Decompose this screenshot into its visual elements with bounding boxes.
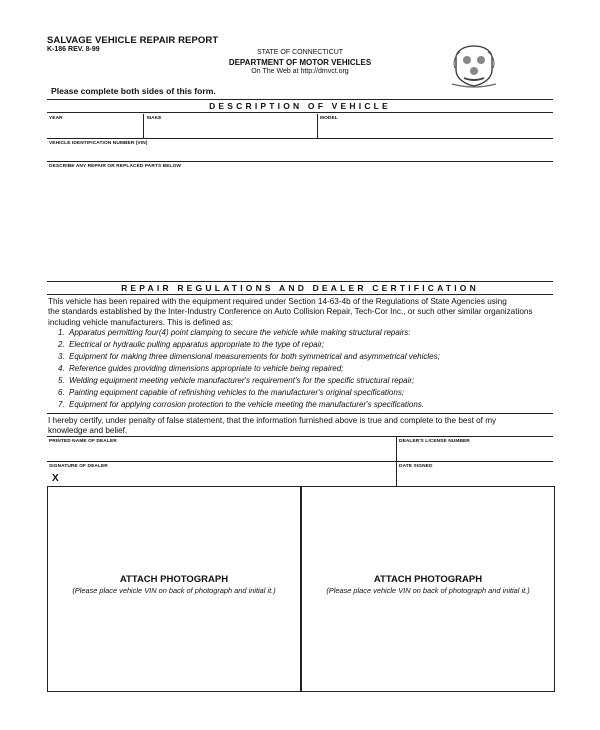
item-text: Painting equipment capable of refinishing vehicles to the manufacturer's original specifications; (69, 388, 405, 397)
regulations-intro (48, 297, 558, 328)
instruction-text: Please complete both sides of this form. (51, 86, 216, 96)
item-text: Reference guides providing dimensions appropriate to vehicle being repaired; (69, 364, 344, 373)
certification-section-title: REPAIR REGULATIONS AND DEALER CERTIFICATION (47, 281, 553, 295)
repair-parts-field[interactable] (49, 171, 549, 279)
item-number: 5. (58, 376, 65, 385)
certify-statement (48, 416, 558, 437)
list-item (58, 400, 424, 410)
model-label: MODEL (320, 116, 338, 121)
dealer-license-field[interactable] (399, 446, 549, 460)
form-title: SALVAGE VEHICLE REPAIR REPORT (47, 35, 219, 46)
make-field[interactable] (146, 123, 314, 137)
vin-field[interactable] (49, 148, 549, 161)
item-number: 7. (58, 400, 65, 409)
dealer-name-field[interactable] (49, 446, 393, 460)
photo-box-right[interactable] (301, 486, 555, 692)
photo-title: ATTACH PHOTOGRAPH (373, 574, 483, 585)
list-item (58, 352, 440, 362)
photo-box-left[interactable] (47, 486, 301, 692)
item-text: Electrical or hydraulic pulling apparatus appropriate to the type of repair; (69, 340, 325, 349)
signature-label: SIGNATURE OF DEALER (49, 464, 108, 469)
intro-line: This vehicle has been repaired with the equipment required under Section 14-63-4b of the Regulations of State Agencies using (48, 297, 507, 306)
certify-line: knowledge and belief. (48, 426, 128, 436)
list-item (58, 388, 404, 398)
list-item (58, 376, 414, 386)
vin-label: VEHICLE IDENTIFICATION NUMBER (VIN) (49, 141, 148, 146)
item-number: 6. (58, 388, 65, 397)
signature-mark: X (52, 473, 59, 484)
certify-line: I hereby certify, under penalty of false statement, that the information furnished above is true and complete to the best of my (48, 416, 497, 425)
dealer-license-label: DEALER'S LICENSE NUMBER (399, 439, 470, 444)
date-signed-label: DATE SIGNED (399, 464, 433, 469)
make-label: MAKE (147, 116, 162, 121)
state-seal-icon (450, 44, 498, 88)
item-text: Apparatus permitting four(4) point clamping to secure the vehicle while making structural repairs: (69, 328, 411, 337)
photo-instruction: (Please place vehicle VIN on back of photograph and initial it.) (326, 586, 530, 595)
list-item (58, 364, 343, 374)
item-text: Equipment for applying corrosion protection to the vehicle meeting the manufacturer's specifications. (69, 400, 425, 409)
item-number: 3. (58, 352, 65, 361)
item-text: Welding equipment meeting vehicle manufacturer's requirement's for the specific structural repair; (69, 376, 415, 385)
photo-instruction: (Please place vehicle VIN on back of photograph and initial it.) (72, 586, 276, 595)
state-name: STATE OF CONNECTICUT (256, 49, 344, 56)
date-signed-field[interactable] (399, 471, 549, 485)
intro-line: the standards established by the Inter-Industry Conference on Auto Collision Repair, Tech-Cor Inc., or such other similar organizations (48, 307, 533, 317)
department-name: DEPARTMENT OF MOTOR VEHICLES (228, 58, 372, 67)
vehicle-section-title: DESCRIPTION OF VEHICLE (47, 99, 553, 113)
year-field[interactable] (49, 123, 141, 137)
dealer-name-label: PRINTED NAME OF DEALER (49, 439, 117, 444)
list-item (58, 340, 324, 350)
photo-title: ATTACH PHOTOGRAPH (119, 574, 229, 585)
list-item (58, 328, 411, 338)
item-number: 2. (58, 340, 65, 349)
item-text: Equipment for making three dimensional measurements for both symmetrical and asymmetrical vehicles; (69, 352, 440, 361)
website-link[interactable]: On The Web at http://dmvct.org (251, 68, 349, 75)
intro-line: including vehicle manufacturers. This is defined as: (48, 317, 234, 327)
model-field[interactable] (320, 123, 550, 137)
year-label: YEAR (49, 116, 63, 121)
form-number: K-186 REV. 8-99 (47, 46, 100, 53)
signature-field[interactable] (64, 471, 394, 485)
item-number: 4. (58, 364, 65, 373)
repair-parts-label: DESCRIBE ANY REPAIR OR REPLACED PARTS BELOW (49, 164, 182, 169)
item-number: 1. (58, 328, 65, 337)
